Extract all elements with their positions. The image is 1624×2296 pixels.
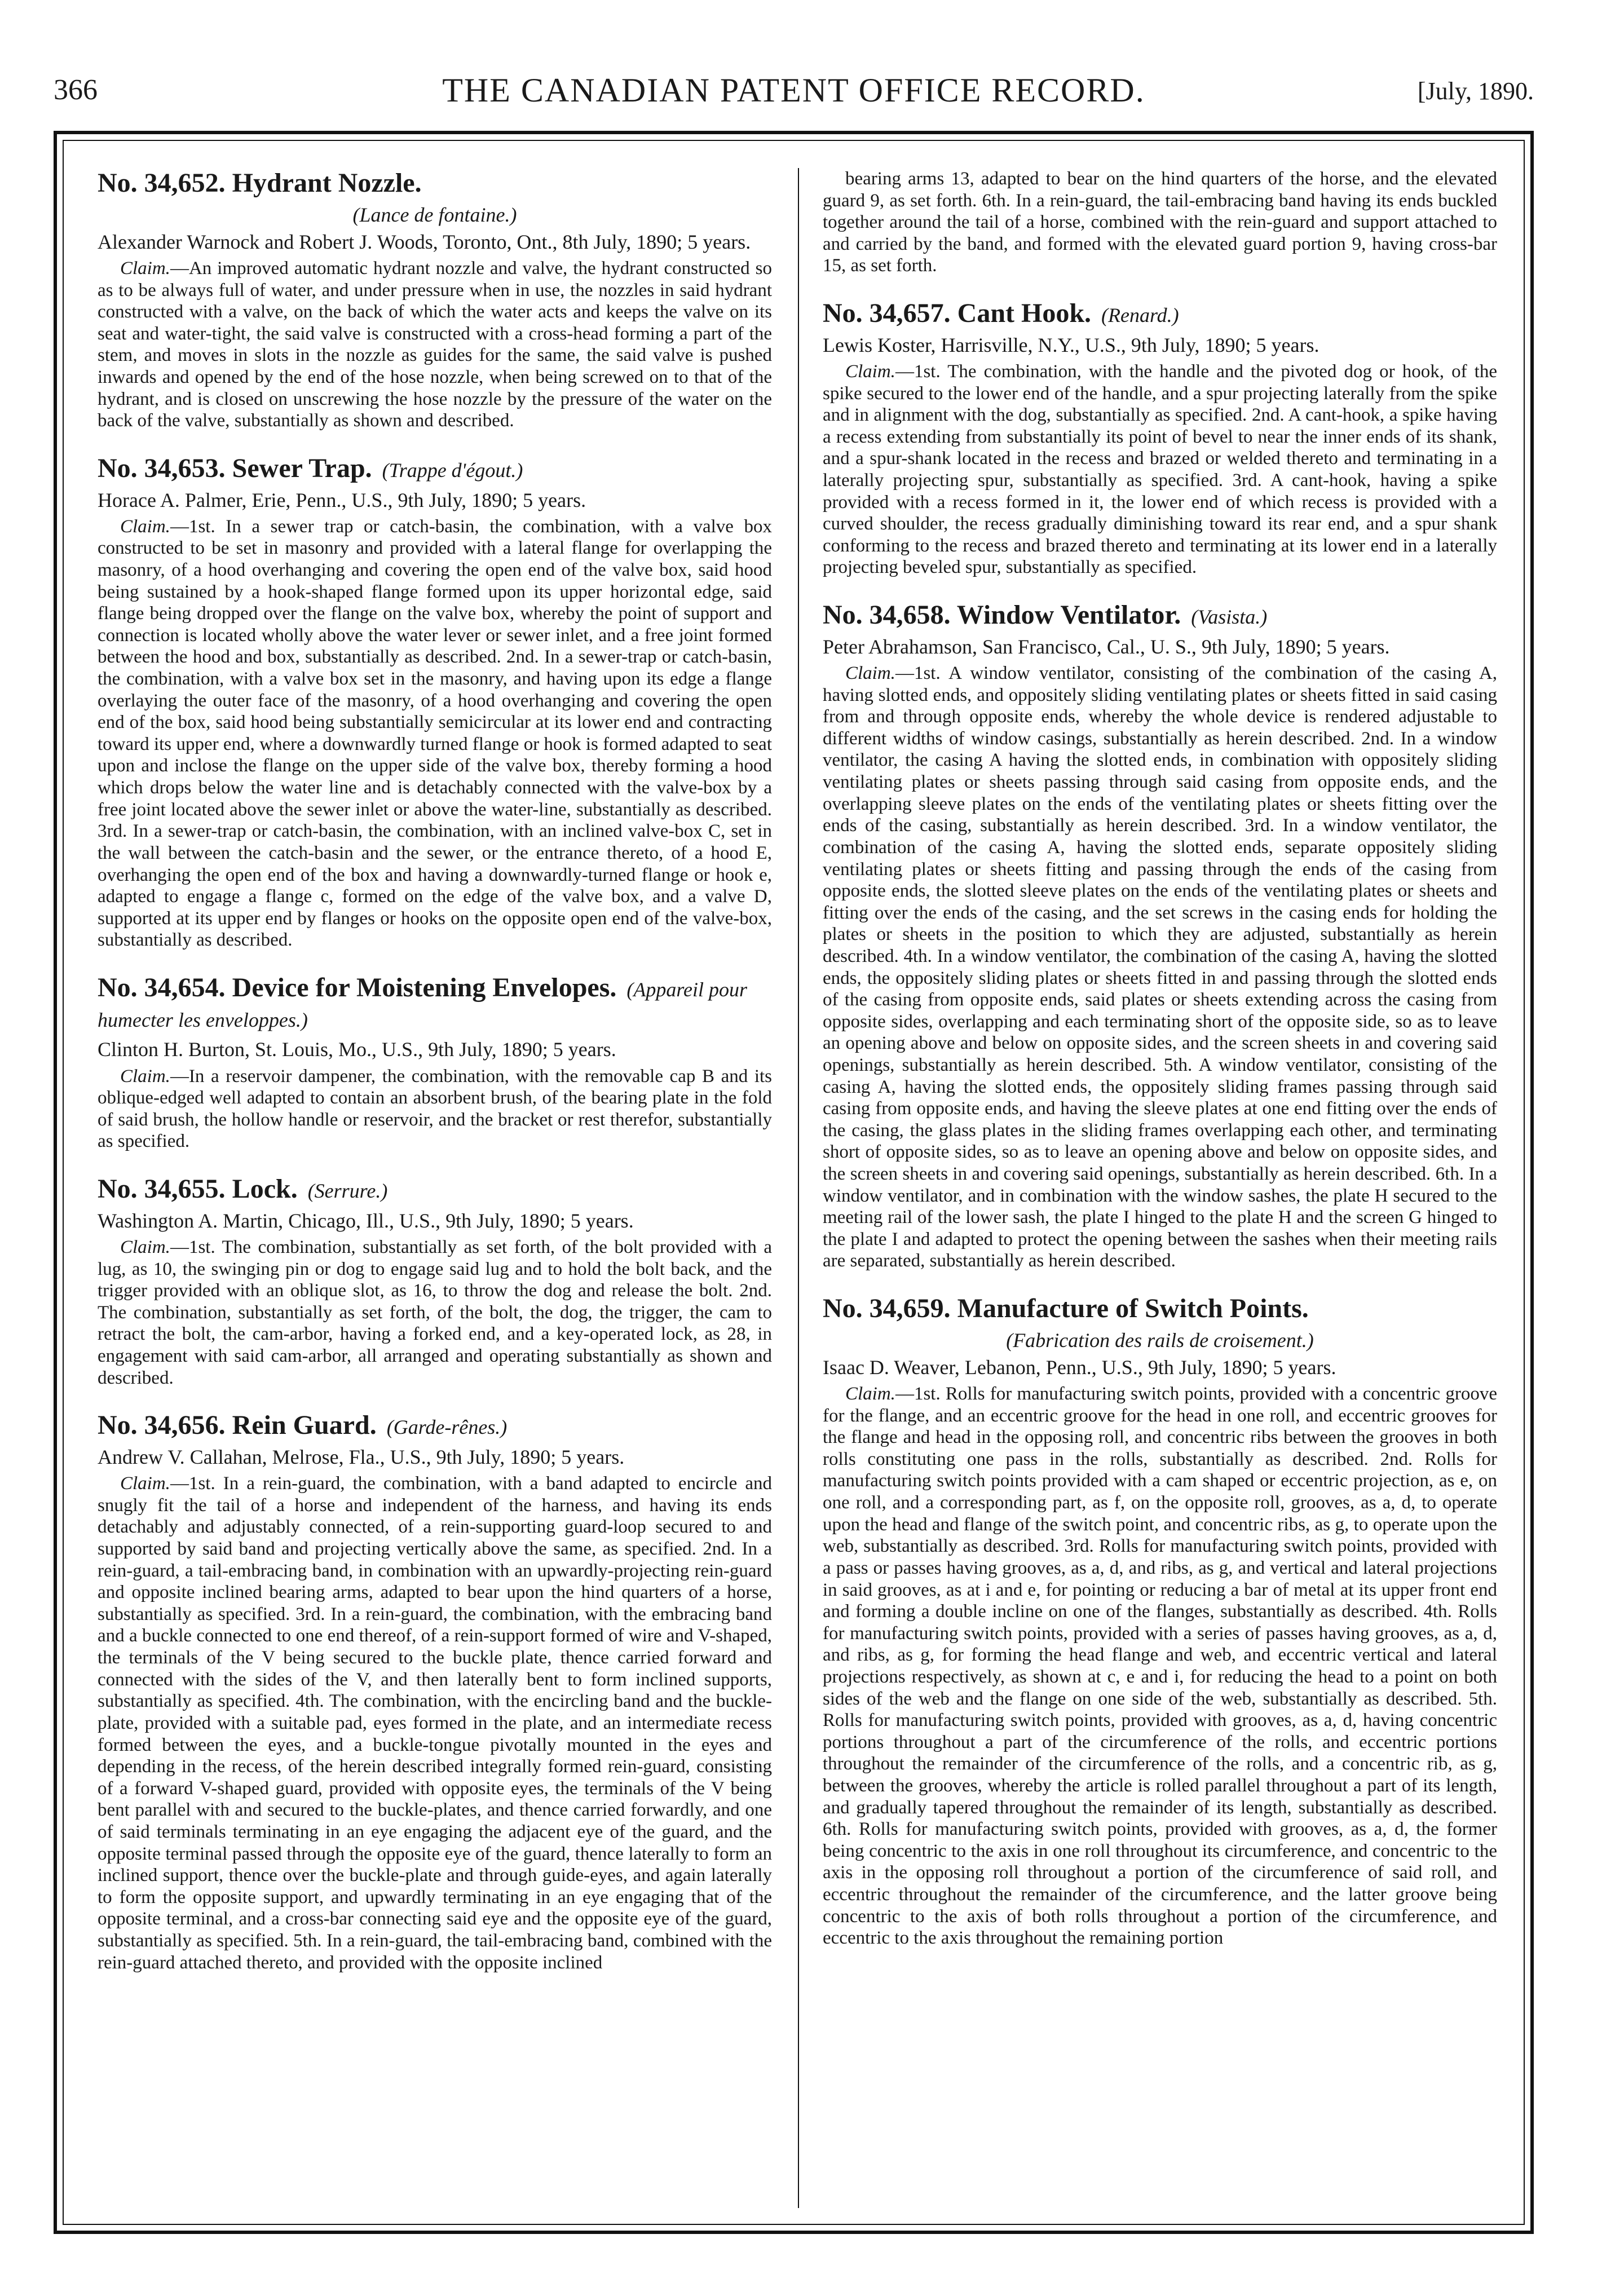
patent-number: No. 34,654. (98, 972, 232, 1003)
patent-title: Device for Moistening Envelopes. (232, 972, 617, 1003)
patent-heading (98, 973, 772, 1034)
patent-heading (98, 168, 772, 198)
page-frame (54, 131, 1534, 2234)
patent-entry (823, 298, 1497, 579)
patent-entry (98, 1410, 772, 1973)
patent-entry (823, 168, 1497, 277)
french-title: (Serrure.) (307, 1180, 388, 1203)
claim-label: Claim. (845, 663, 895, 684)
claim-label: Claim. (845, 1384, 895, 1405)
page-header (54, 67, 1534, 117)
applicant-info: Clinton H. Burton, St. Louis, Mo., U.S., 9th July, 1890; 5 years. (98, 1038, 616, 1061)
patent-heading (98, 1174, 772, 1204)
patent-heading (823, 298, 1497, 329)
claim-text (823, 1383, 1497, 1949)
patent-heading (823, 1293, 1497, 1324)
patent-heading (98, 453, 772, 484)
claim-label: Claim. (120, 1066, 170, 1087)
patent-number: No. 34,656. (98, 1410, 232, 1441)
claim-body: bearing arms 13, adapted to bear on the hind quarters of the horse, and the elevated guard 9, as set forth. 6th. In a rein-guard, the tail-embracing band having its ends buckled together around the tail of a horse, combined with the rein-guard and support attached to and carried by the band, and formed with the elevated guard portion 9, having cross-bar 15, as set forth. (823, 169, 1497, 276)
applicant-info: Horace A. Palmer, Erie, Penn., U.S., 9th July, 1890; 5 years. (98, 488, 586, 511)
french-title: (Garde-rênes.) (386, 1416, 508, 1439)
applicant-info: Washington A. Martin, Chicago, Ill., U.S., 9th July, 1890; 5 years. (98, 1209, 634, 1232)
claim-text (98, 1237, 772, 1389)
french-title: (Appareil pour humecter les enveloppes.) (98, 978, 748, 1031)
patent-title: Hydrant Nozzle. (232, 168, 422, 198)
patent-number: No. 34,652. (98, 168, 232, 198)
claim-text (98, 258, 772, 432)
applicant-info: Lewis Koster, Harrisville, N.Y., U.S., 9th July, 1890; 5 years. (823, 333, 1320, 356)
claim-text (823, 168, 1497, 277)
patent-entry (98, 1174, 772, 1389)
claim-label: Claim. (120, 1473, 170, 1494)
applicant-info: Andrew V. Callahan, Melrose, Fla., U.S., 9th July, 1890; 5 years. (98, 1446, 625, 1469)
claim-label: Claim. (120, 1237, 170, 1257)
patent-number: No. 34,658. (823, 600, 957, 630)
claim-text (98, 516, 772, 951)
right-column (823, 168, 1497, 2208)
claim-body: —An improved automatic hydrant nozzle and valve, the hydrant constructed so as to be always full of water, and under pressure when in use, the nozzles in said hydrant constructed with a valve, on the back of which the water acts and keeps the valve on its seat and water-tight, the said valve is constructed with a cross-head forming a part of the stem, and moves in slots in the nozzle as guides for the same, the said valve is pushed inwards and opened by the end of the hose nozzle, when being screwed on to that of the hydrant, and is closed on unscrewing the hose nozzle by the pressure of the water on the back of the valve, substantially as shown and described. (98, 258, 772, 431)
french-title: (Fabrication des rails de croisement.) (1006, 1328, 1314, 1352)
applicant-info: Isaac D. Weaver, Lebanon, Penn., U.S., 9th July, 1890; 5 years. (823, 1355, 1336, 1379)
claim-body: —In a reservoir dampener, the combination, with the removable cap B and its oblique-edged well adapted to contain an absorbent brush, of the bearing plate in the fold of said brush, the hollow handle or reservoir, and the bracket or rest therefor, substantially as specified. (98, 1066, 772, 1152)
claim-body: —1st. The combination, substantially as set forth, of the bolt provided with a lug, as 10, the swinging pin or dog to engage said lug and to hold the bolt back, and the trigger provided with an oblique slot, as 16, to throw the dog and release the bolt. 2nd. The combination, substantially as set forth, of the bolt, the dog, the trigger, the cam to retract the bolt, the cam-arbor, having a forked end, and a key-operated lock, as 28, in engagement with said cam-arbor, all arranged and operating substantially as shown and described. (98, 1237, 772, 1388)
patent-entry (98, 973, 772, 1153)
patent-heading (823, 600, 1497, 630)
patent-number: No. 34,659. (823, 1293, 957, 1324)
claim-text (98, 1473, 772, 1973)
issue-date: [July, 1890. (1417, 77, 1534, 105)
claim-text (98, 1066, 772, 1153)
patent-title: Lock. (232, 1174, 298, 1204)
patent-entry (98, 453, 772, 951)
left-column (98, 168, 772, 2208)
applicant-info: Peter Abrahamson, San Francisco, Cal., U. S., 9th July, 1890; 5 years. (823, 635, 1390, 658)
patent-title: Manufacture of Switch Points. (957, 1293, 1309, 1324)
claim-body: —1st. In a rein-guard, the combination, with a band adapted to encircle and snugly fit the tail of a horse and independent of the harness, and having its ends detachably and adjustably connected, of a rein-supporting guard-loop secured to and supported by said band and projecting vertically above the same, as specified. 2nd. In a rein-guard, a tail-embracing band, in combination with an upwardly-projecting rein-guard and opposite inclined bearing arms, adapted to bear upon the hind quarters of a horse, substantially as specified. 3rd. In a rein-guard, the combination, with the embracing band and a buckle connected to one end thereof, of a rein-support formed of wire and V-shaped, the terminals of the V being secured to the buckle plate, thence carried forward and connected with the sides of the V, and then laterally bent to form inclined supports, substantially as specified. 4th. The combination, with the encircling band and the buckle-plate, provided with a suitable pad, eyes formed in the plate, and an intermediate recess formed between the eyes, and a buckle-tongue pivotally mounted in the eyes and depending in the recess, of the herein described integrally formed rein-guard, consisting of a forward V-shaped guard, provided with opposite eyes, the terminals of the V being bent parallel with and secured to the buckle-plates, and thence carried forwardly, and one of said terminals terminating in an eye engaging the adjacent eye of the guard, and the opposite terminal passed through the opposite eye of the guard, thence laterally to form an inclined support, thence over the buckle-plate and through guide-eyes, and again laterally to form the opposite support, and upwardly terminating in an eye engaging that of the opposite terminal, and a cross-bar connecting said eye and the opposite eye of the guard, substantially as specified. 5th. In a rein-guard, the tail-embracing band, combined with the rein-guard attached thereto, and provided with the opposite inclined (98, 1473, 772, 1973)
claim-label: Claim. (845, 361, 895, 382)
patent-number: No. 34,657. (823, 298, 957, 329)
french-title: (Trappe d'égout.) (382, 458, 523, 482)
claim-label: Claim. (120, 516, 170, 537)
claim-body: —1st. A window ventilator, consisting of the combination of the casing A, having slotted ends, and oppositely sliding ventilating plates or sheets fitted in said casing from and through opposite ends, whereby the whole device is rendered adjustable to different widths of window casings, substantially as herein described. 2nd. In a window ventilator, the casing A having the slotted ends, in combination with oppositely sliding ventilating plates or sheets passing through said casing from opposite ends, and the overlapping sleeve plates on the ends of the ventilating plates or sheets fitting over the ends of the casing, substantially as herein described. 3rd. In a window ventilator, the combination of the casing A, having the slotted ends, separate oppositely sliding ventilating plates or sheets fitting and passing through the ends of the casing from opposite ends, the slotted sleeve plates on the ends of the ventilating plates or sheets and fitting over the ends of the casing, and the set screws in the casing ends for holding the plates or sheets in the position to which they are adjusted, substantially as herein described. 4th. In a window ventilator, the combination of the casing A, having the slotted ends, the oppositely sliding plates or sheets fitted in and passing through the slotted ends of the casing from opposite ends, said plates or sheets extending across the casing from opposite sides, overlapping and each terminating short of the opposite side, so as to leave an opening above and below on opposite sides, and the screen sheets in and covering said openings, substantially as herein described. 5th. A window ventilator, consisting of the casing A, having the slotted ends, the oppositely sliding frames passing through said casing from opposite ends, and having the sleeve plates at one end fitting over the ends of the casing, the glass plates in the sliding frames overlapping each other, and terminating short of opposite sides, so as to leave an opening above and below on opposite sides, and the screen sheets in and covering said openings, substantially as herein described. 6th. In a window ventilator, and in combination with the window sashes, the plate H secured to the meeting rail of the lower sash, the plate I hinged to the plate H and the screen G hinged to the plate I and adapted to protect the opening between the sashes when their meeting rails are separated, substantially as herein described. (823, 663, 1497, 1271)
patent-title: Sewer Trap. (232, 453, 372, 483)
claim-text (823, 663, 1497, 1272)
patent-title: Window Ventilator. (956, 600, 1181, 630)
patent-title: Cant Hook. (957, 298, 1092, 329)
publication-title: THE CANADIAN PATENT OFFICE RECORD. (442, 72, 1145, 109)
patent-entry (98, 168, 772, 432)
patent-entry (823, 600, 1497, 1272)
french-title: (Renard.) (1101, 304, 1179, 327)
column-divider (798, 168, 799, 2208)
claim-label: Claim. (120, 258, 170, 279)
claim-body: —1st. Rolls for manufacturing switch points, provided with a concentric groove for the flange, and an eccentric groove for the head in one roll, and eccentric grooves for the flange and head in the opposing roll, and concentric ribs between the grooves in both rolls constituting one pass in the rolls, substantially as described. 2nd. Rolls for manufacturing switch points provided with a cam shaped or eccentric projection, as e, on one roll, and a corresponding part, as f, on the opposite roll, grooves, as a, d, to operate upon the head and flange of the switch point, and concentric ribs, as g, to operate upon the web, substantially as described. 3rd. Rolls for manufacturing switch points, provided with a pass or passes having grooves, as a, d, and ribs, as g, and vertical and lateral projections in said grooves, as at i and e, for pointing or reducing a bar of metal at its upper front end and forming a double incline on one of the flanges, substantially as described. 4th. Rolls for manufacturing switch points, provided with a series of passes having grooves, as a, d, and ribs, as g, for forming the head flange and web, and eccentric vertical and lateral projections respectively, as shown at c, e and i, for reducing the head to a point on both sides of the web and the flange on one side of the web, substantially as described. 5th. Rolls for manufacturing switch points, provided with grooves, as a, d, having concentric portions throughout a part of the circumference of the rolls, and eccentric portions throughout the remainder of the circumference of the rolls, and a concentric rib, as g, between the grooves, whereby the article is rolled parallel throughout a part of its length, and gradually tapered throughout the remainder of its length, substantially as described. 6th. Rolls for manufacturing switch points, provided with grooves, as a, d, the former being concentric to the axis in one roll throughout its circumference, and concentric to the axis in the opposing roll throughout a portion of the circumference of said roll, and eccentric throughout the remainder of the circumference, and the latter groove being concentric to the axis of both rolls throughout a portion of the circumference, and eccentric to the axis throughout the remaining portion (823, 1384, 1497, 1949)
claim-text (823, 361, 1497, 579)
patent-title: Rein Guard. (232, 1410, 377, 1441)
patent-heading (98, 1410, 772, 1441)
patent-entry (823, 1293, 1497, 1949)
claim-body: —1st. In a sewer trap or catch-basin, the combination, with a valve box constructed to be set in masonry and provided with a lateral flange for overlapping the masonry, of a hood overhanging and covering the open end of the valve box, said hood being sustained by a hook-shaped flange formed upon its upper horizontal edge, said flange being dropped over the flange on the valve box, whereby the point of support and connection is located wholly above the water lever or sewer inlet, and a free joint formed between the hood and box, substantially as described. 2nd. In a sewer-trap or catch-basin, the combination, with a valve box set in the masonry, and having upon its edge a flange overlaying the outer face of the masonry, of a hood overhanging and covering the open end of the box, said hood being substantially semicircular at its lower end and contracting toward its upper end, where a downwardly turned flange or hook is formed adapted to seat upon and inclose the flange on the upper side of the valve box, thereby forming a hood which drops below the water line and is detachably connected with the valve-box by a free joint located above the sewer inlet or above the water-line, substantially as described. 3rd. In a sewer-trap or catch-basin, the combination, with an inclined valve-box C, set in the wall between the catch-basin and the sewer, or the entrance thereto, of a hood E, overhanging the open end of the box and having a downwardly-turned flange or hook e, adapted to engage a flange c, formed on the edge of the valve box, and a valve D, supported at its upper end by flanges or hooks on the opposite open end of the valve-box, substantially as described. (98, 516, 772, 951)
claim-body: —1st. The combination, with the handle and the pivoted dog or hook, of the spike secured to the lower end of the handle, and a spur projecting laterally from the spike and in alignment with the dog, substantially as specified. 2nd. A cant-hook, a spike having a recess extending from substantially its point of bevel to near the inner ends of its shank, and a spur-shank located in the recess and brazed or welded thereto and terminating in a laterally projecting spur, substantially as specified. 3rd. A cant-hook, having a spike provided with a recess formed in it, the lower end of which recess is provided with a curved shoulder, the recess gradually diminishing toward its rear end, and a spur shank conforming to the recess and brazed thereto and terminating at its lower end in a laterally projecting beveled spur, substantially as specified. (823, 361, 1497, 578)
page-number: 366 (54, 74, 98, 106)
patent-number: No. 34,653. (98, 453, 232, 483)
french-title: (Lance de fontaine.) (352, 203, 517, 226)
applicant-info: Alexander Warnock and Robert J. Woods, Toronto, Ont., 8th July, 1890; 5 years. (98, 230, 751, 253)
patent-number: No. 34,655. (98, 1174, 232, 1204)
french-title: (Vasista.) (1191, 606, 1268, 629)
